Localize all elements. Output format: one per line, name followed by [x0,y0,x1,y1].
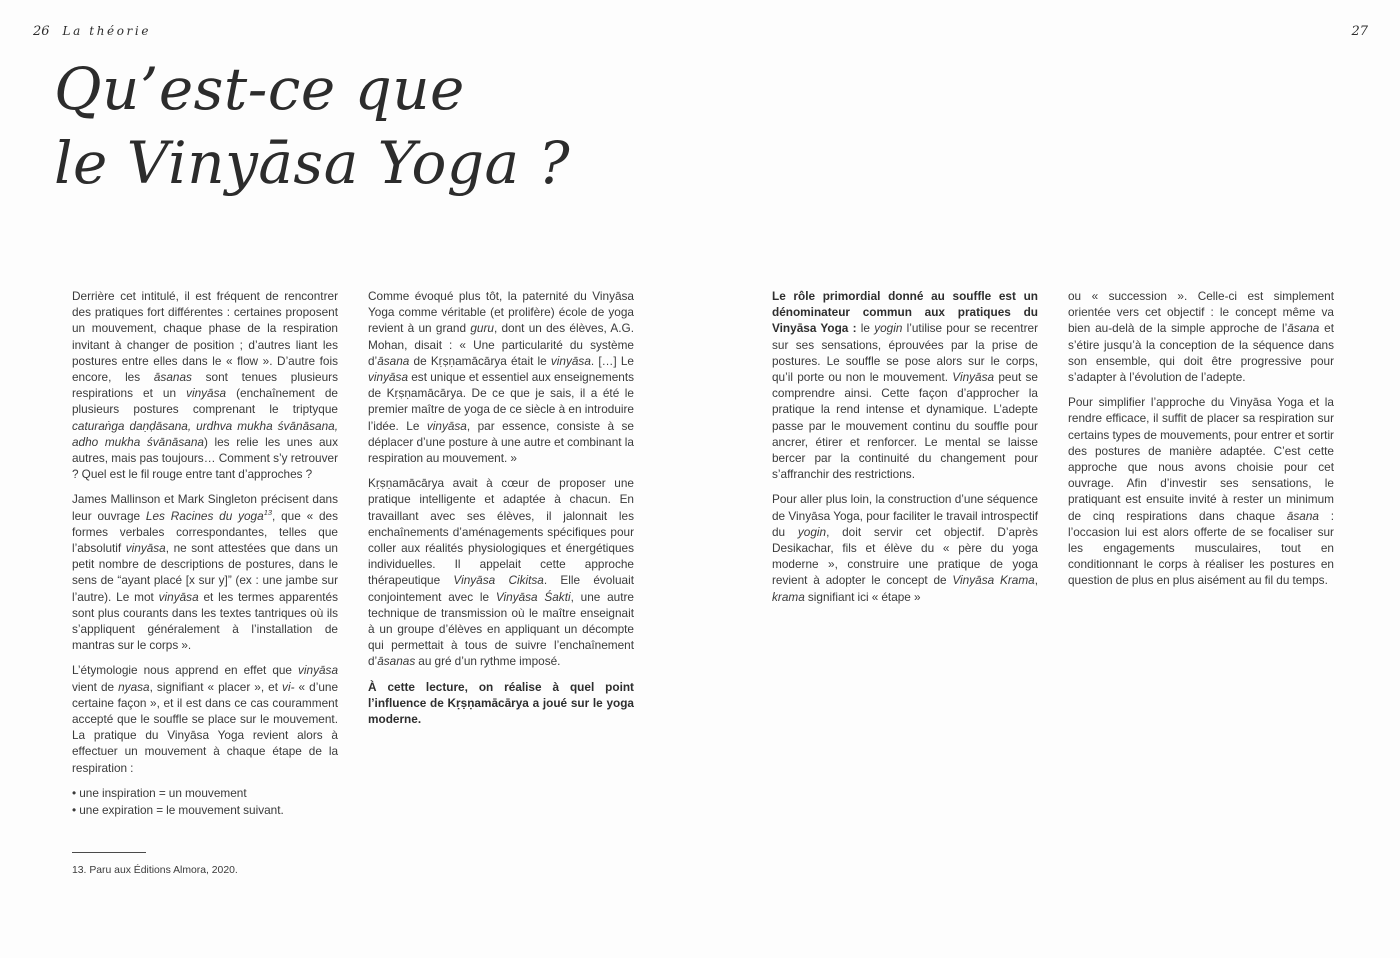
text-column-right-1 [772,288,1038,605]
page-number-left: 26 [33,24,50,39]
chapter-title [54,52,570,200]
paragraph: ou « succession ». Celle-ci est simplement orientée vers cet objectif : le concept même va bien au-delà de la simple approche de l’āsana et s’étire jusqu’à la conception de la séquence dans son ensemble, qui doit être progressive pour s’adapter à l’évolution de l’adepte. [1068,289,1334,385]
paragraph: Derrière cet intitulé, il est fréquent de rencontrer des pratiques fort différentes : certaines proposent un mouvement, chaque phase de la respiration invitant à changer de position ; d’autres liant les postures entre elles dans le « flow ». D’autre fois encore, les āsanas sont tenues plusieurs respirations et un vinyāsa (enchaînement de plusieurs postures comprenant le triptyque caturaṅga daṇḍāsana, urdhva mukha śvānāsana, adho mukha śvānāsana) les relie les unes aux autres, mais pas toujours… Comment s’y retrouver ? Quel est le fil rouge entre tant d’approches ? [72,289,339,482]
paragraph: James Mallinson et Mark Singleton précisent dans leur ouvrage Les Racines du yoga$^{13}$, que « des formes verbales correspondantes, telles que l’absolutif vinyāsa, ne sont attestées que dans un petit nombre de descriptions de postures, dans le sens de “ayant placé [x sur y]” (ex : une jambe sur l’autre). Le mot vinyāsa et les termes apparentés sont plus courants dans les textes tantriques où ils s’appliquent généralement à l’installation de mantras sur le corps ». [72,492,338,653]
footnote [72,852,338,878]
chapter-title-line2: le Vinyāsa Yoga ? [54,129,571,197]
text-column-left-2 [368,288,634,727]
paragraph: Le rôle primordial donné au souffle est un dénominateur commun aux pratiques du Vinyāsa Yoga : le yogin l’utilise pour se recentrer sur ses sensations, éprouvées par la prise de postures. Le souffle se pose alors sur le corps, qu’il porte ou non le mouvement. Vinyāsa peut se comprendre ainsi. Cette façon d’approcher la pratique la rend intense et dynamique. L’adepte passe par le mouvement continu du souffle pour ancrer, étirer et renforcer. Le mental se laisse bercer par la continuité du changement pour s’affranchir des restrictions. [772,289,1038,482]
paragraph: Comme évoqué plus tôt, la paternité du Vinyāsa Yoga comme véritable (et prolifère) école de yoga revient à un grand guru, dont un des élèves, A.G. Mohan, disait : « Une particularité du système d’āsana de Kṛṣṇamācārya était le vinyāsa. […] Le vinyāsa est unique et essentiel aux enseignements de Kṛṣṇamācārya. De ce que je sais, il a été le premier maître de yoga de ce siècle à en introduire l’idée. Le vinyāsa, par essence, consiste à se déplacer d’une posture à une autre et combinant la respiration au mouvement. » [368,289,634,466]
paragraph: À cette lecture, on réalise à quel point l’influence de Kṛṣṇamācārya a joué sur le yoga moderne. [368,679,634,727]
text-column-right-2 [1068,288,1334,589]
paragraph: Kṛṣṇamācārya avait à cœur de proposer une pratique intelligente et adaptée à chacun. En travaillant avec ses élèves, il jalonnait les enchaînements d’aménagements spécifiques pour coller aux réalités physiologiques et énergétiques individuelles. Il appelait cette approche thérapeutique Vinyāsa Cikitsa. Elle évoluait conjointement avec le Vinyāsa Śakti, une autre technique de transmission où le maître enseignait à un groupe d’élèves en appliquant un décompte qui permettait à tous de suivre l’enchaînement d’āsanas au gré d’un rythme imposé. [368,476,634,669]
footnote-text: 13. Paru aux Éditions Almora, 2020. [72,865,238,876]
bullet-item: • une inspiration = un mouvement [72,785,247,800]
running-header-title: La théorie [62,24,152,38]
page-number-right: 27 [1351,24,1368,39]
running-header-right [1351,24,1368,39]
paragraph: L’étymologie nous apprend en effet que vinyāsa vient de nyasa, signifiant « placer », et vi- « d’une certaine façon », et il est dans ce cas couramment accepté que le souffle se place sur le mouvement. La pratique du Vinyāsa Yoga revient alors à effectuer un mouvement à chaque étape de la respiration : [72,663,338,775]
paragraph: Pour aller plus loin, la construction d’une séquence de Vinyāsa Yoga, pour faciliter le travail introspectif du yogin, doit servir cet objectif. D’après Desikachar, fils et élève du « père du yoga moderne », construire une pratique de yoga revient à adopter le concept de Vinyāsa Krama, krama signifiant ici « étape » [772,492,1038,604]
bullet-item: • une expiration = le mouvement suivant. [72,803,284,818]
text-column-left-1 [72,288,338,818]
footnote-rule [72,852,146,853]
chapter-title-line1: Qu’est-ce que [54,55,465,123]
running-header-left [33,24,151,39]
paragraph: Pour simplifier l’approche du Vinyāsa Yoga et la rendre efficace, il suffit de placer sa respiration sur certains types de mouvements, pour entrer et sortir des postures de manière adaptée. C’est cette approche que nous avons choisie pour cet ouvrage. Afin d’investir ses sensations, le pratiquant est ensuite invité à rester un minimum de cinq respirations dans chaque āsana : l’occasion lui est alors offerte de se focaliser sur les engagements musculaires, tout en conditionnant le corps à réaliser les postures en question de plus en plus aisément au fil du temps. [1068,395,1335,588]
